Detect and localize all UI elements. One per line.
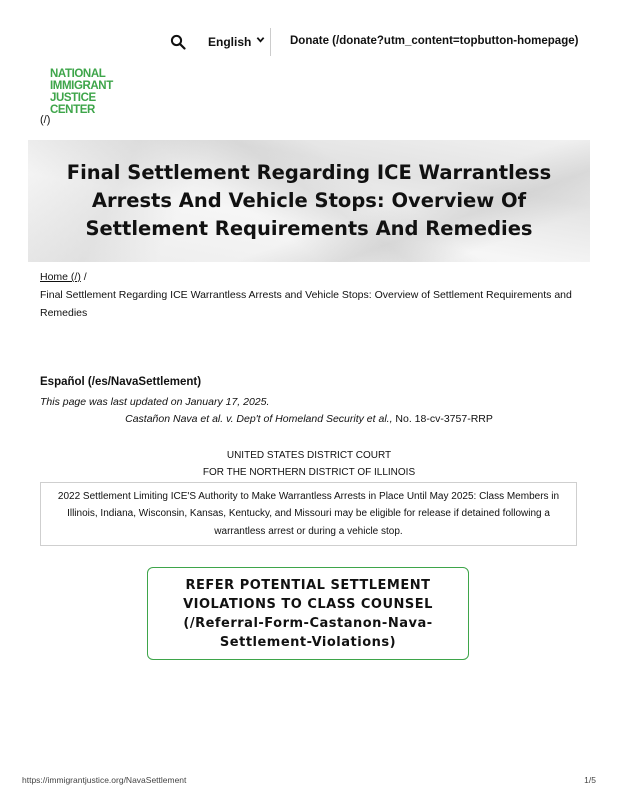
logo-home-link[interactable]: (/) bbox=[40, 114, 51, 126]
logo-line: JUSTICE CENTER bbox=[50, 92, 96, 116]
divider bbox=[270, 28, 271, 56]
search-icon[interactable] bbox=[170, 34, 188, 52]
case-name: Castañon Nava et al. v. Dep't of Homeland Security et al., bbox=[125, 413, 393, 425]
logo[interactable] bbox=[50, 68, 130, 116]
case-citation bbox=[0, 413, 618, 425]
breadcrumb-home-link[interactable]: Home (/) bbox=[40, 271, 81, 283]
settlement-notice bbox=[40, 482, 577, 546]
donate-link[interactable]: Donate (/donate?utm_content=topbutton-homepage) bbox=[290, 35, 579, 47]
court-line: FOR THE NORTHERN DISTRICT OF ILLINOIS bbox=[202, 467, 416, 478]
language-select[interactable]: English bbox=[208, 35, 252, 49]
refer-button-label: REFER POTENTIAL SETTLEMENT VIOLATIONS TO CLASS COUNSEL (/Referral-Form-Castanon-Nava-Settlement-Violations) bbox=[183, 577, 433, 650]
case-number: No. 18-cv-3757-RRP bbox=[392, 413, 493, 425]
court-line: UNITED STATES DISTRICT COURT bbox=[226, 450, 392, 461]
chevron-down-icon[interactable] bbox=[256, 35, 265, 47]
breadcrumb-separator: / bbox=[80, 271, 87, 283]
court-heading bbox=[0, 447, 618, 481]
notice-text: 2022 Settlement Limiting ICE'S Authority to Make Warrantless Arrests in Place Until May 2025: Class Members in Illinois, Indiana, Wisconsin, Kansas, Kentucky, and Missouri may be eligible for release if detained following a warrantless arrest or during a vehicle stop. bbox=[57, 490, 560, 537]
last-updated: This page was last updated on January 17, 2025. bbox=[40, 396, 270, 408]
breadcrumb bbox=[40, 268, 580, 322]
logo-line: NATIONAL bbox=[50, 68, 106, 80]
page-number: 1/5 bbox=[584, 775, 596, 785]
logo-line: IMMIGRANT bbox=[50, 80, 113, 92]
page-title: Final Settlement Regarding ICE Warrantless Arrests And Vehicle Stops: Overview Of Settlement Requirements And Remedies bbox=[66, 161, 552, 240]
breadcrumb-current: Final Settlement Regarding ICE Warrantless Arrests and Vehicle Stops: Overview of Settlement Requirements and Remedies bbox=[40, 289, 572, 319]
refer-violations-button[interactable] bbox=[147, 567, 469, 660]
top-bar bbox=[0, 32, 618, 54]
espanol-link[interactable]: Español (/es/NavaSettlement) bbox=[40, 376, 202, 388]
print-url: https://immigrantjustice.org/NavaSettlement bbox=[22, 775, 187, 785]
hero-banner bbox=[28, 140, 590, 262]
